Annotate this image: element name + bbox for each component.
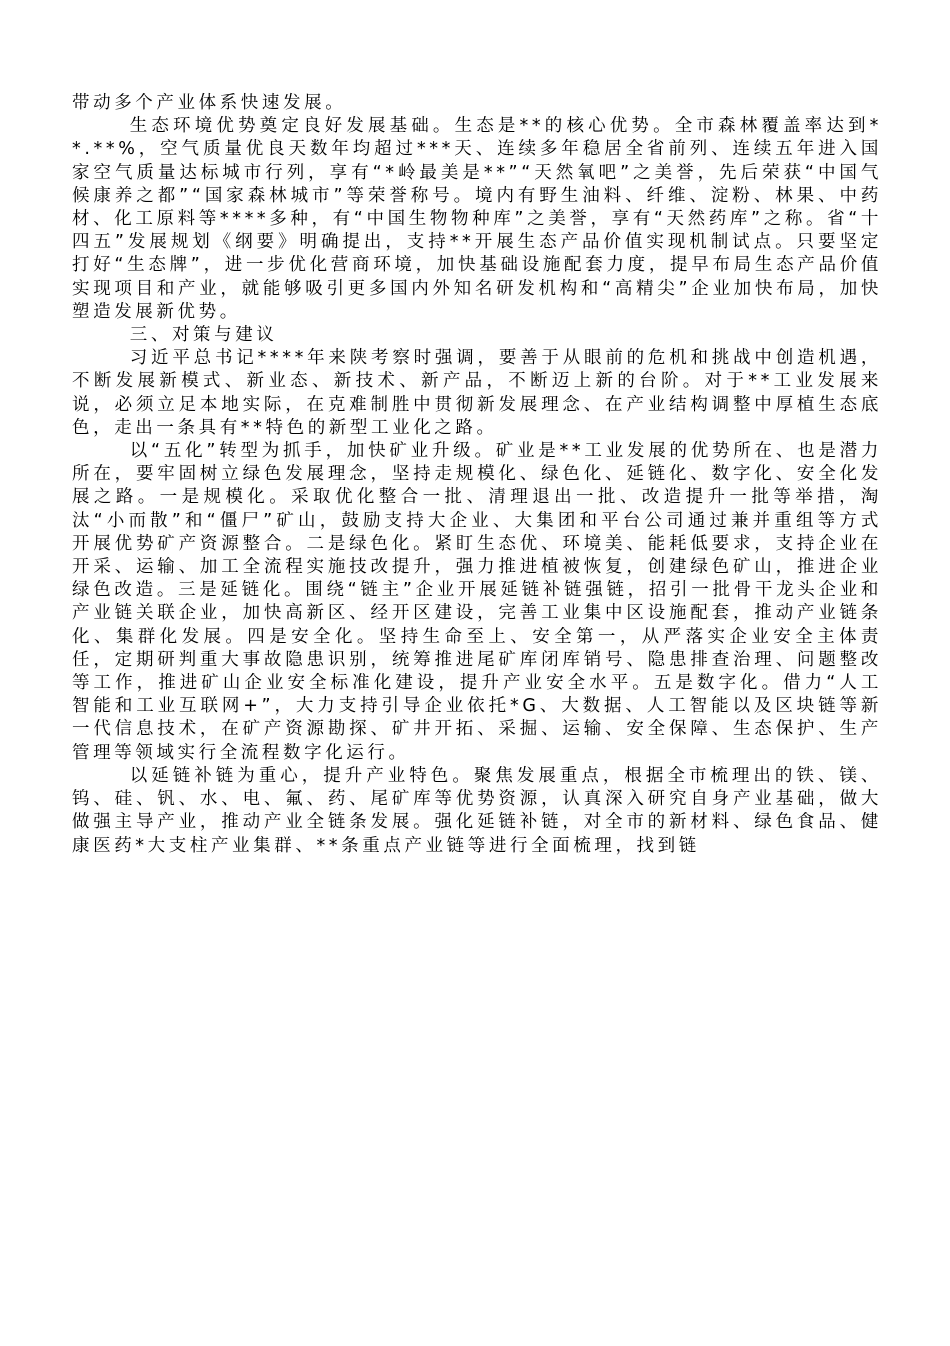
document-body xyxy=(72,92,882,858)
paragraph-industry-chain: 以延链补链为重心，提升产业特色。聚焦发展重点，根据全市梳理出的铁、镁、钨、硅、钒、水、电、氟、药、尾矿库等优势资源，认真深入研究自身产业基础，做大做强主导产业，推动产业全链条发展。强化延链补链，对全市的新材料、绿色食品、健康医药*大支柱产业集群、**条重点产业链等进行全面梳理，找到链 xyxy=(72,765,882,856)
paragraph-ecology-advantage: 生态环境优势奠定良好发展基础。生态是**的核心优势。全市森林覆盖率达到**.**%，空气质量优良天数年均超过***天、连续多年稳居全省前列、连续五年进入国家空气质量达标城市行列，享有“*岭最美是**”“天然氧吧”之美誉，先后荣获“中国气候康养之都”“国家森林城市”等荣誉称号。境内有野生油料、纤维、淀粉、林果、中药材、化工原料等****多种，有“中国生物物种库”之美誉，享有“天然药库”之称。省“十四五”发展规划《纲要》明确提出，支持**开展生态产品价值实现机制试点。只要坚定打好“生态牌”，进一步优化营商环境，加快基础设施配套力度，提早布局生态产品价值实现项目和产业，就能够吸引更多国内外知名研发机构和“高精尖”企业加快布局，加快塑造发展新优势。 xyxy=(72,116,882,322)
section-heading-countermeasures: 三、对策与建议 xyxy=(129,325,278,346)
paragraph-continuation: 带动多个产业体系快速发展。 xyxy=(72,93,347,113)
paragraph-xi-instruction: 习近平总书记****年来陕考察时强调，要善于从眼前的危机和挑战中创造机遇，不断发展新模式、新业态、新技术、新产品，不断迈上新的台阶。对于**工业发展来说，必须立足本地实际，在克难制胜中贯彻新发展理念、在产业结构调整中厚植生态底色，走出一条具有**特色的新型工业化之路。 xyxy=(72,348,882,438)
paragraph-mining-upgrade: 以“五化”转型为抓手，加快矿业升级。矿业是**工业发展的优势所在、也是潜力所在，要牢固树立绿色发展理念，坚持走规模化、绿色化、延链化、数字化、安全化发展之路。一是规模化。采取优化整合一批、清理退出一批、改造提升一批等举措，淘汰“小而散”和“僵尸”矿山，鼓励支持大企业、大集团和平台公司通过兼并重组等方式开展优势矿产资源整合。二是绿色化。紧盯生态优、环境美、能耗低要求，支持企业在开采、运输、加工全流程实施技改提升，强力推进植被恢复，创建绿色矿山，推进企业绿色改造。三是延链化。围绕“链主”企业开展延链补链强链，招引一批骨干龙头企业和产业链关联企业，加快高新区、经开区建设，完善工业集中区设施配套，推动产业链条化、集群化发展。四是安全化。坚持生命至上、安全第一，从严落实企业安全主体责任，定期研判重大事故隐患识别，统筹推进尾矿库闭库销号、隐患排查治理、问题整改等工作，推进矿山企业安全标准化建设，提升产业安全水平。五是数字化。借力“人工智能和工业互联网+”，大力支持引导企业依托*G、大数据、人工智能以及区块链等新一代信息技术，在矿产资源勘探、矿井开拓、采掘、运输、安全保障、生态保护、生产管理等领域实行全流程数字化运行。 xyxy=(72,441,882,763)
